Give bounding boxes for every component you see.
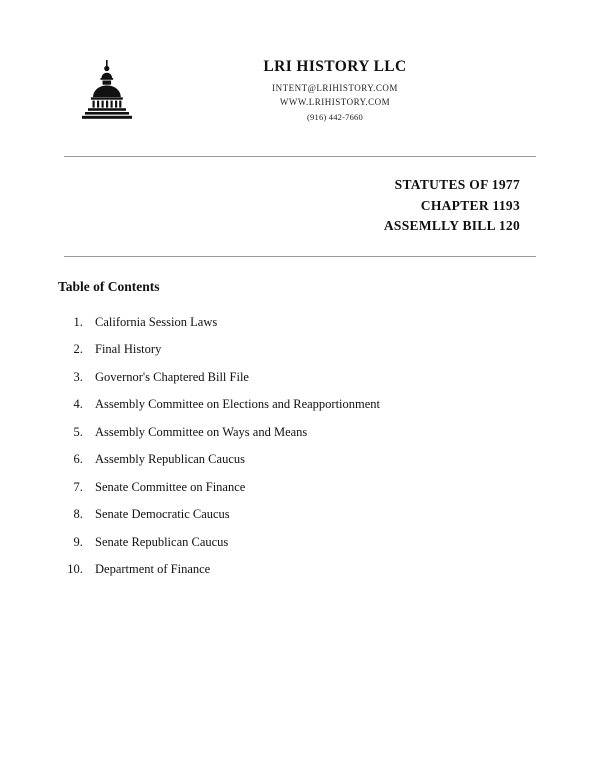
organization-info <box>150 58 600 122</box>
list-item[interactable]: 3. Governor's Chaptered Bill File <box>86 370 600 385</box>
list-item[interactable]: 8. Senate Democratic Caucus <box>86 507 600 522</box>
table-of-contents-heading: Table of Contents <box>58 278 160 294</box>
org-phone: (916) 442-7660 <box>307 112 363 122</box>
list-item[interactable]: 4. Assembly Committee on Elections and Reapportionment <box>86 397 600 412</box>
capitol-dome-logo-icon <box>76 58 138 124</box>
list-item[interactable]: 6. Assembly Republican Caucus <box>86 452 600 467</box>
org-name: LRI HISTORY LLC <box>263 58 407 75</box>
statutes-line: STATUTES OF 1977 <box>394 177 520 192</box>
list-item[interactable]: 10. Department of Finance <box>86 562 600 577</box>
logo-container <box>0 58 150 124</box>
bill-line: ASSEMLLY BILL 120 <box>383 218 520 234</box>
org-email: INTENT@LRIHISTORY.COM <box>272 83 398 93</box>
list-item[interactable]: 5. Assembly Committee on Ways and Means <box>86 425 600 440</box>
list-item[interactable]: 9. Senate Republican Caucus <box>86 535 600 550</box>
list-item[interactable]: 7. Senate Committee on Finance <box>86 480 600 495</box>
title-block <box>0 157 600 237</box>
table-of-contents-list <box>0 315 600 578</box>
divider-bottom <box>64 256 536 257</box>
letterhead <box>0 0 600 124</box>
chapter-line: CHAPTER 1193 <box>420 197 520 213</box>
list-item[interactable]: 2. Final History <box>86 342 600 357</box>
org-website: WWW.LRIHISTORY.COM <box>279 97 391 107</box>
list-item[interactable]: 1. California Session Laws <box>86 315 600 330</box>
